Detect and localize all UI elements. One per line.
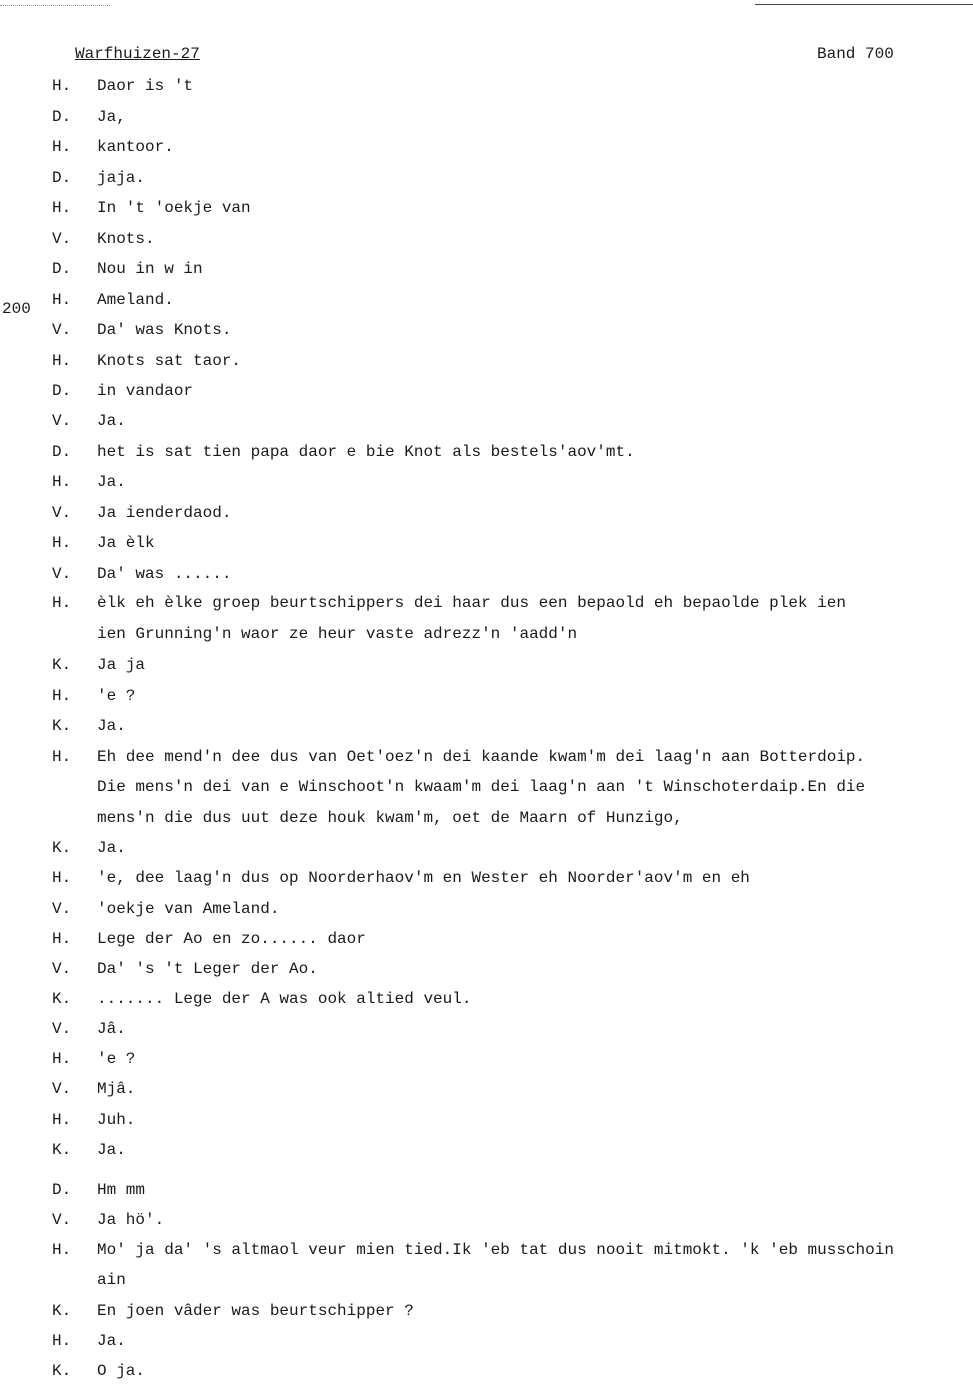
utterance-text: kantoor.	[97, 138, 174, 156]
speaker-label: V.	[52, 1080, 72, 1098]
utterance-text: Eh dee mend'n dee dus van Oet'oez'n dei kaande kwam'm dei laag'n aan Botterdoip.	[97, 748, 866, 766]
speaker-label: D.	[52, 443, 72, 461]
speaker-label: K.	[52, 717, 72, 735]
speaker-label: H.	[52, 1050, 72, 1068]
utterance-text: En joen vâder was beurtschipper ?	[97, 1302, 414, 1320]
utterance-text: Ja.	[97, 473, 126, 491]
top-right-rule	[755, 4, 973, 5]
utterance-text: Da' 's 't Leger der Ao.	[97, 960, 318, 978]
speaker-label: K.	[52, 1302, 72, 1320]
speaker-label: H.	[52, 594, 72, 612]
utterance-text: 'e ?	[97, 687, 136, 705]
speaker-label: K.	[52, 656, 72, 674]
utterance-text: ien Grunning'n waor ze heur vaste adrezz'n 'aadd'n	[97, 625, 578, 643]
utterance-text: jaja.	[97, 169, 146, 187]
speaker-label: K.	[52, 1362, 72, 1380]
margin-line-number: 200	[2, 300, 31, 318]
speaker-label: V.	[52, 900, 72, 918]
speaker-label: V.	[52, 412, 72, 430]
utterance-text: Mjâ.	[97, 1080, 136, 1098]
utterance-text: Ja.	[97, 1141, 126, 1159]
speaker-label: V.	[52, 1211, 72, 1229]
speaker-label: H.	[52, 77, 72, 95]
utterance-text: Ameland.	[97, 291, 174, 309]
speaker-label: H.	[52, 1241, 72, 1259]
utterance-text: 'e, dee laag'n dus op Noorderhaov'm en Wester eh Noorder'aov'm en eh	[97, 869, 750, 887]
speaker-label: H.	[52, 1111, 72, 1129]
utterance-text: Ja.	[97, 1332, 126, 1350]
speaker-label: K.	[52, 990, 72, 1008]
utterance-text: 'e ?	[97, 1050, 136, 1068]
utterance-text: Lege der Ao en zo...... daor	[97, 930, 366, 948]
utterance-text: èlk eh èlke groep beurtschippers dei haar dus een bepaold eh bepaolde plek ien	[97, 594, 846, 612]
speaker-label: H.	[52, 748, 72, 766]
utterance-text: mens'n die dus uut deze houk kwam'm, oet de Maarn of Hunzigo,	[97, 809, 683, 827]
speaker-label: K.	[52, 1141, 72, 1159]
utterance-text: Ja.	[97, 839, 126, 857]
utterance-text: Die mens'n dei van e Winschoot'n kwaam'm dei laag'n aan 't Winschoterdaip.En die	[97, 778, 866, 796]
utterance-text: Ja.	[97, 717, 126, 735]
speaker-label: V.	[52, 321, 72, 339]
speaker-label: H.	[52, 352, 72, 370]
speaker-label: H.	[52, 1332, 72, 1350]
speaker-label: V.	[52, 565, 72, 583]
utterance-text: in vandaor	[97, 382, 194, 400]
utterance-text: het is sat tien papa daor e bie Knot als bestels'aov'mt.	[97, 443, 635, 461]
speaker-label: D.	[52, 108, 72, 126]
utterance-text: Ja,	[97, 108, 126, 126]
utterance-text: Daor is 't	[97, 77, 194, 95]
speaker-label: H.	[52, 138, 72, 156]
speaker-label: H.	[52, 687, 72, 705]
utterance-text: Jâ.	[97, 1020, 126, 1038]
speaker-label: V.	[52, 960, 72, 978]
utterance-text: Da' was Knots.	[97, 321, 232, 339]
utterance-text: Juh.	[97, 1111, 136, 1129]
speaker-label: H.	[52, 199, 72, 217]
utterance-text: Ja ienderdaod.	[97, 504, 232, 522]
top-left-dotted-mark	[0, 5, 110, 6]
speaker-label: V.	[52, 1020, 72, 1038]
band-number: Band 700	[817, 45, 894, 63]
utterance-text: ain	[97, 1271, 126, 1289]
utterance-text: Knots.	[97, 230, 155, 248]
utterance-text: Da' was ......	[97, 565, 232, 583]
utterance-text: Ja ja	[97, 656, 146, 674]
utterance-text: ....... Lege der A was ook altied veul.	[97, 990, 472, 1008]
utterance-text: Mo' ja da' 's altmaol veur mien tied.Ik 'eb tat dus nooit mitmokt. 'k 'eb musschoin	[97, 1241, 894, 1259]
speaker-label: D.	[52, 260, 72, 278]
speaker-label: K.	[52, 839, 72, 857]
speaker-label: D.	[52, 169, 72, 187]
utterance-text: Nou in w in	[97, 260, 203, 278]
speaker-label: V.	[52, 230, 72, 248]
utterance-text: 'oekje van Ameland.	[97, 900, 280, 918]
speaker-label: H.	[52, 473, 72, 491]
utterance-text: Hm mm	[97, 1181, 146, 1199]
speaker-label: D.	[52, 382, 72, 400]
speaker-label: H.	[52, 291, 72, 309]
document-title: Warfhuizen-27	[75, 45, 200, 63]
utterance-text: Ja hö'.	[97, 1211, 165, 1229]
speaker-label: V.	[52, 504, 72, 522]
utterance-text: Ja èlk	[97, 534, 155, 552]
speaker-label: H.	[52, 869, 72, 887]
speaker-label: D.	[52, 1181, 72, 1199]
utterance-text: In 't 'oekje van	[97, 199, 251, 217]
utterance-text: Ja.	[97, 412, 126, 430]
utterance-text: Knots sat taor.	[97, 352, 242, 370]
speaker-label: H.	[52, 930, 72, 948]
speaker-label: H.	[52, 534, 72, 552]
utterance-text: O ja.	[97, 1362, 146, 1380]
